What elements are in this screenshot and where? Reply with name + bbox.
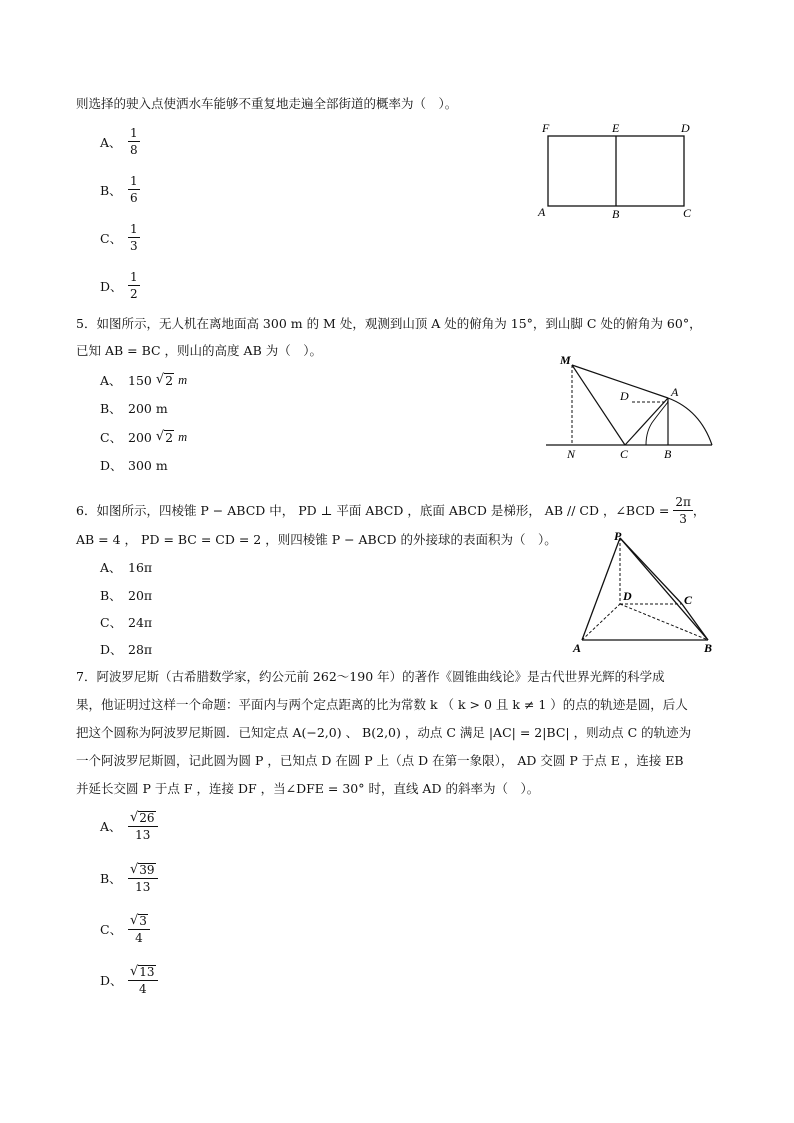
q4-option-d-fraction: $\frac{1}{2}$	[130, 270, 138, 301]
q4-option-d[interactable]: D、 $\frac{1}{2}$	[100, 270, 138, 301]
q6-line-2: AB = 4 ， PD = BC = CD = 2 ，则四棱锥 P − ABCD 的外接球的表面积为（ ）。	[76, 532, 557, 547]
q4-option-b[interactable]: B、 $\frac{1}{6}$	[100, 174, 138, 205]
q7-option-d[interactable]: D、 √ 13 4	[100, 964, 158, 996]
q5-line-1: 5．如图所示，无人机在离地面高 300 m 的 M 处，观测到山顶 A 处的俯角为 15°，到山脚 C 处的俯角为 60°，	[76, 316, 702, 331]
q5-label-d: D	[620, 389, 629, 403]
q5-option-b[interactable]: B、 200 m	[100, 400, 168, 416]
q4-label-b: B	[612, 207, 620, 221]
q7-line-3: 把这个圆称为阿波罗尼斯圆．已知定点 A(−2,0) 、 B(2,0) ，动点 C 满足 |AC| = 2|BC| ，则动点 C 的轨迹为	[76, 725, 692, 740]
q5-option-a[interactable]: A、 150 √ 2 m	[100, 372, 188, 388]
q7-option-d-fraction: √ 13 4	[128, 964, 158, 996]
q6-line-1: 6．如图所示，四棱锥 P − ABCD 中， PD ⊥ 平面 ABCD ，底面 ABCD 是梯形， AB // CD ，∠BCD = $\frac{2\pi}{3}$ ，	[76, 495, 706, 526]
q7-option-b[interactable]: B、 √ 39 13	[100, 862, 158, 894]
q4-label-a: A	[538, 205, 546, 219]
q7-line-2: 果，他证明过这样一个命题：平面内与两个定点距离的比为常数 k （ k > 0 且 k ≠ 1 ）的点的轨迹是圆，后人	[76, 697, 688, 712]
q4-stem: 则选择的驶入点使洒水车能够不重复地走遍全部街道的概率为（ ）。	[76, 96, 458, 111]
q6-label-d: D	[623, 589, 632, 603]
q7-option-c-fraction: √ 3 4	[128, 913, 150, 945]
q4-option-c[interactable]: C、 $\frac{1}{3}$	[100, 222, 138, 253]
q4-street-figure	[530, 118, 710, 223]
q4-option-c-fraction: $\frac{1}{3}$	[130, 222, 138, 253]
q5-line-2: 已知 AB = BC ，则山的高度 AB 为（ ）。	[76, 343, 322, 358]
q5-label-m: M	[560, 353, 571, 367]
q5-mountain-figure	[540, 350, 720, 460]
q6-option-d[interactable]: D、 28π	[100, 641, 153, 657]
q6-pyramid-figure	[570, 528, 720, 656]
q5-option-c[interactable]: C、 200 √ 2 m	[100, 429, 188, 445]
q6-option-b[interactable]: B、 20π	[100, 587, 153, 603]
q7-option-b-fraction: √ 39 13	[128, 862, 158, 894]
q4-option-a[interactable]: A、 $\frac{1}{8}$	[100, 126, 138, 157]
q5-label-b: B	[664, 447, 672, 460]
q6-label-p: P	[614, 529, 622, 543]
q5-label-n: N	[567, 447, 576, 460]
q6-label-b: B	[704, 641, 713, 655]
q7-line-1: 7．阿波罗尼斯（古希腊数学家，约公元前 262～190 年）的著作《圆锥曲线论》是古代世界光辉的科学成	[76, 669, 665, 684]
q4-label-d: D	[681, 121, 690, 135]
q6-label-a: A	[573, 641, 582, 655]
q4-option-a-fraction: $\frac{1}{8}$	[130, 126, 138, 157]
q7-option-a[interactable]: A、 √ 26 13	[100, 810, 158, 842]
q5-option-c-sqrt: √ 2	[155, 429, 174, 445]
q5-option-a-sqrt: √ 2	[155, 372, 174, 388]
q5-option-d[interactable]: D、 300 m	[100, 457, 168, 473]
q7-option-c[interactable]: C、 √ 3 4	[100, 913, 150, 945]
q4-label-f: F	[542, 121, 550, 135]
q6-option-c[interactable]: C、 24π	[100, 614, 153, 630]
q5-label-a: A	[671, 385, 679, 399]
q6-option-a[interactable]: A、 16π	[100, 559, 153, 575]
q6-label-c: C	[684, 593, 693, 607]
q7-option-a-fraction: √ 26 13	[128, 810, 158, 842]
q4-option-b-fraction: $\frac{1}{6}$	[130, 174, 138, 205]
q7-line-5: 并延长交圆 P 于点 F ，连接 DF ，当∠DFE = 30° 时，直线 AD 的斜率为（ ）。	[76, 781, 540, 796]
q4-label-e: E	[612, 121, 620, 135]
q6-angle-fraction: $\frac{2\pi}{3}$	[675, 495, 691, 526]
q4-label-c: C	[683, 206, 692, 220]
q5-label-c: C	[620, 447, 629, 460]
q7-line-4: 一个阿波罗尼斯圆，记此圆为圆 P ，已知点 D 在圆 P 上（点 D 在第一象限）， AD 交圆 P 于点 E ，连接 EB	[76, 753, 684, 768]
